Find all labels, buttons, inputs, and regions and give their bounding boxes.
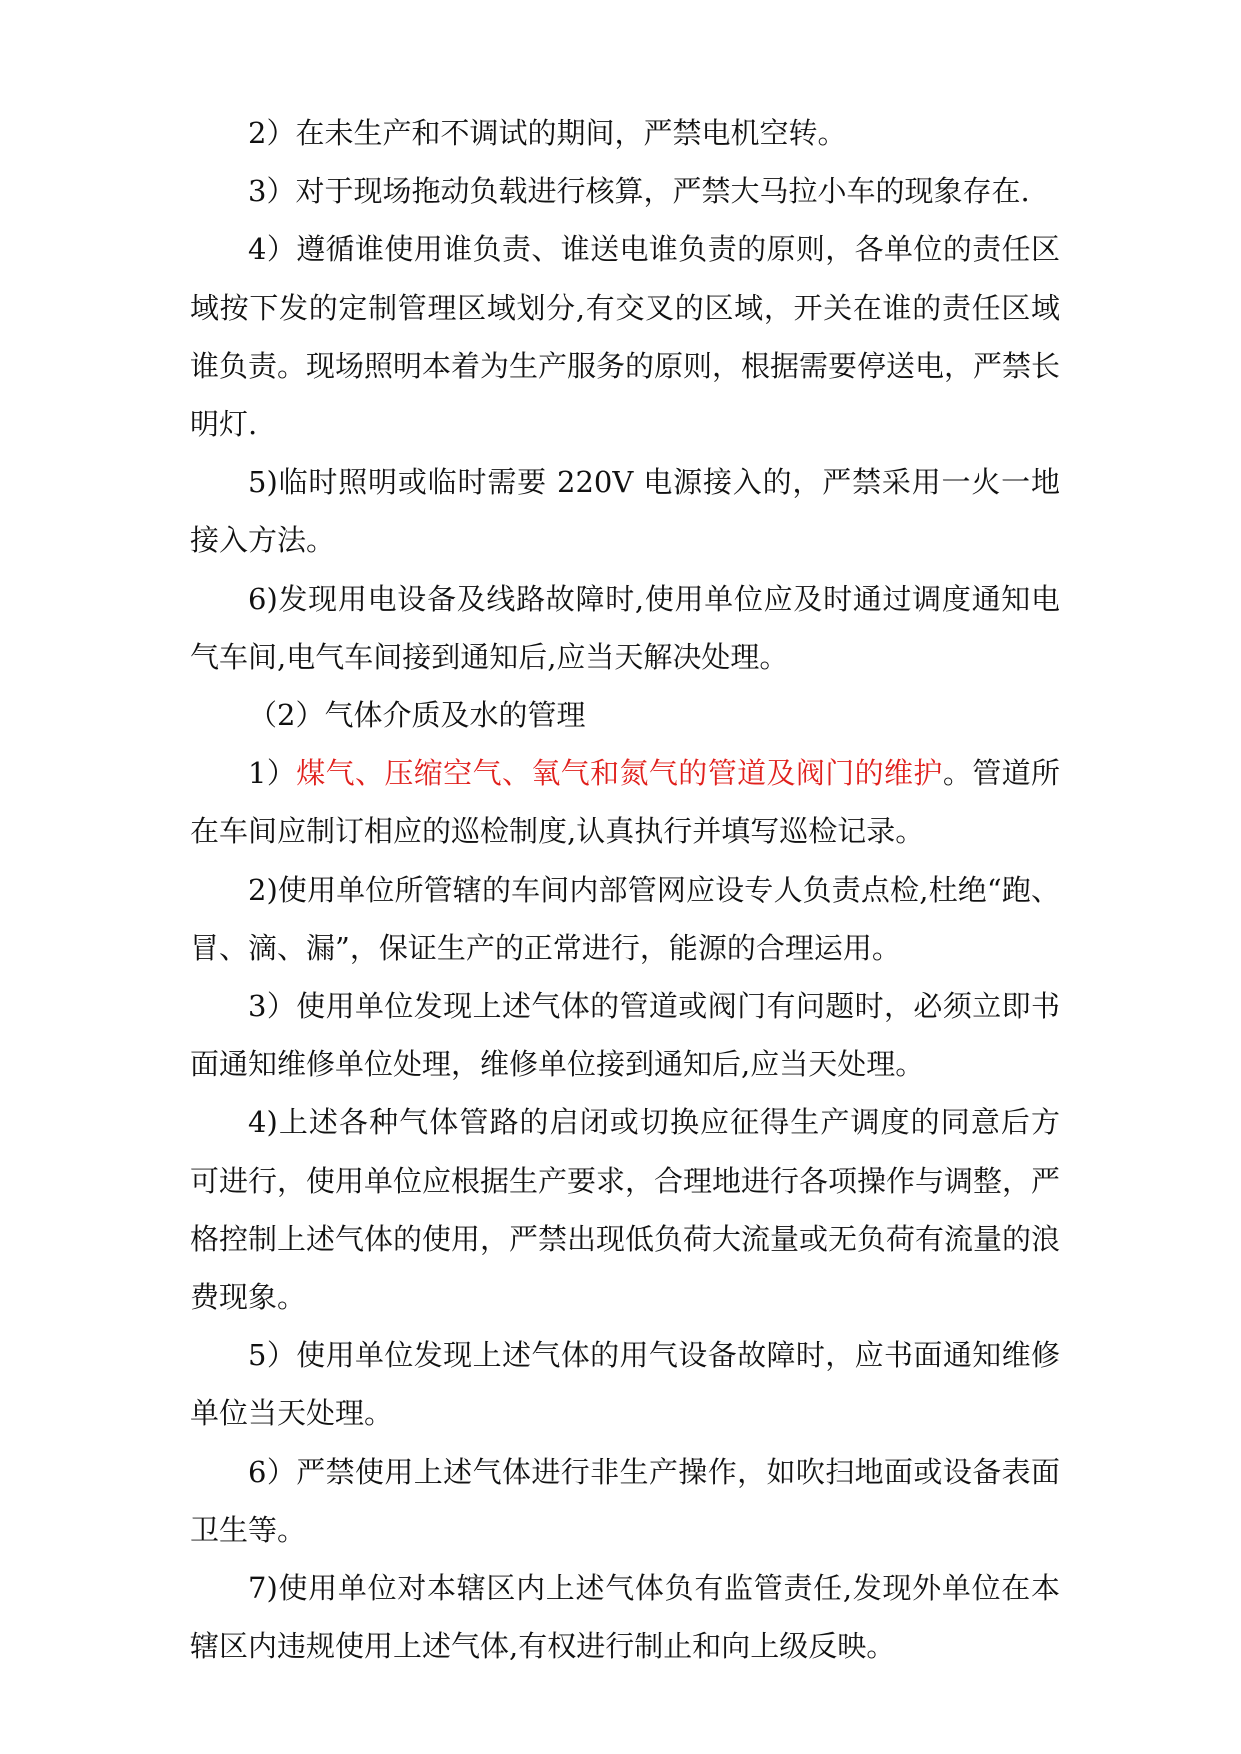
paragraph-gas-item-1 bbox=[190, 744, 1060, 860]
document-body bbox=[190, 104, 1060, 1675]
paragraph-item-2: 2）在未生产和不调试的期间，严禁电机空转。 bbox=[248, 116, 847, 150]
paragraph-item-5: 5)临时照明或临时需要 220V 电源接入的，严禁采用一火一地接入方法。 bbox=[190, 465, 1060, 558]
paragraph-gas-item-7: 7)使用单位对本辖区内上述气体负有监管责任,发现外单位在本辖区内违规使用上述气体,有权进行制止和向上级反映。 bbox=[190, 1571, 1060, 1664]
item-number: 1） bbox=[248, 756, 297, 791]
paragraph-gas-item-4: 4)上述各种气体管路的启闭或切换应征得生产调度的同意后方可进行，使用单位应根据生产要求，合理地进行各项操作与调整，严格控制上述气体的使用，严禁出现低负荷大流量或无负荷有流量的浪费现象。 bbox=[190, 1105, 1061, 1315]
paragraph-gas-item-6: 6）严禁使用上述气体进行非生产操作，如吹扫地面或设备表面卫生等。 bbox=[190, 1454, 1060, 1547]
paragraph-gas-item-5: 5）使用单位发现上述气体的用气设备故障时，应书面通知维修单位当天处理。 bbox=[190, 1338, 1060, 1431]
paragraph-item-4: 4）遵循谁使用谁负责、谁送电谁负责的原则，各单位的责任区域按下发的定制管理区域划分,有交叉的区域，开关在谁的责任区域谁负责。现场照明本着为生产服务的原则，根据需要停送电，严禁长明灯. bbox=[190, 232, 1061, 442]
paragraph-text: 。管道所在车间应制订相应的巡检制度,认真执行并填写巡检记录。 bbox=[190, 756, 1060, 849]
paragraph-item-3: 3）对于现场拖动负载进行核算，严禁大马拉小车的现象存在. bbox=[248, 174, 1030, 209]
section-heading-gas-water: （2）气体介质及水的管理 bbox=[248, 698, 586, 733]
paragraph-gas-item-3: 3）使用单位发现上述气体的管道或阀门有问题时，必须立即书面通知维修单位处理，维修单位接到通知后,应当天处理。 bbox=[190, 989, 1060, 1082]
paragraph-gas-item-2: 2)使用单位所管辖的车间内部管网应设专人负责点检,杜绝“跑、冒、滴、漏”，保证生产的正常进行，能源的合理运用。 bbox=[190, 872, 1060, 965]
highlighted-text: 煤气、压缩空气、氧气和氮气的管道及阀门的维护 bbox=[296, 756, 943, 791]
paragraph-item-6: 6)发现用电设备及线路故障时,使用单位应及时通过调度通知电气车间,电气车间接到通知后,应当天解决处理。 bbox=[190, 581, 1060, 674]
